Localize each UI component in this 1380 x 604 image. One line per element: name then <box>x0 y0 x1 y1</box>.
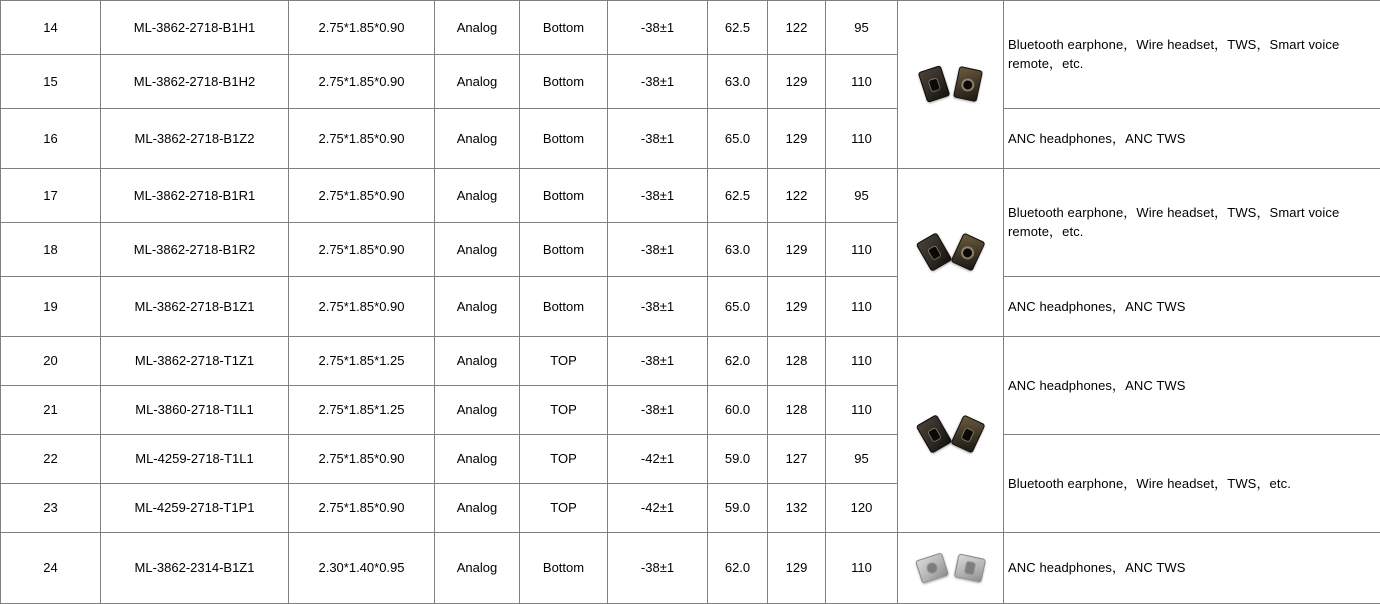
mic-package-icon <box>953 553 985 582</box>
mic-package-icon <box>950 233 985 272</box>
cell-sensitivity: -38±1 <box>608 532 708 603</box>
cell-sensitivity: -42±1 <box>608 483 708 532</box>
cell-snr: 59.0 <box>708 483 768 532</box>
cell-sensitivity: -38±1 <box>608 222 708 276</box>
cell-type: Analog <box>435 54 520 108</box>
cell-aop: 128 <box>768 336 826 385</box>
cell-size: 2.75*1.85*1.25 <box>289 336 435 385</box>
cell-application <box>1004 336 1380 434</box>
cell-aop: 132 <box>768 483 826 532</box>
cell-model: ML-3860-2718-T1L1 <box>101 385 289 434</box>
cell-aop: 128 <box>768 385 826 434</box>
cell-psrr: 110 <box>826 108 898 168</box>
cell-model: ML-4259-2718-T1L1 <box>101 434 289 483</box>
cell-direction: Bottom <box>520 222 608 276</box>
table-row <box>1 108 1380 168</box>
cell-direction: TOP <box>520 483 608 532</box>
product-image-cell <box>898 168 1004 336</box>
cell-model: ML-3862-2314-B1Z1 <box>101 532 289 603</box>
cell-direction: TOP <box>520 434 608 483</box>
cell-model: ML-3862-2718-B1R1 <box>101 168 289 222</box>
cell-psrr: 95 <box>826 1 898 55</box>
cell-application <box>1004 532 1380 603</box>
cell-size: 2.75*1.85*0.90 <box>289 276 435 336</box>
cell-snr: 60.0 <box>708 385 768 434</box>
cell-sensitivity: -38±1 <box>608 276 708 336</box>
cell-model: ML-3862-2718-B1Z1 <box>101 276 289 336</box>
product-image-cell <box>898 336 1004 532</box>
application-text: ANC headphones，ANC TWS <box>1008 560 1186 576</box>
table-row <box>1 276 1380 336</box>
cell-sensitivity: -38±1 <box>608 336 708 385</box>
cell-application <box>1004 108 1380 168</box>
cell-psrr: 110 <box>826 54 898 108</box>
product-image-cell <box>898 1 1004 169</box>
cell-no: 21 <box>1 385 101 434</box>
table-row <box>1 532 1380 603</box>
cell-type: Analog <box>435 483 520 532</box>
application-text: Bluetooth earphone，Wire headset，TWS，Smart voice remote，etc. <box>1008 36 1340 72</box>
cell-snr: 62.0 <box>708 532 768 603</box>
cell-sensitivity: -38±1 <box>608 1 708 55</box>
cell-direction: TOP <box>520 385 608 434</box>
cell-aop: 127 <box>768 434 826 483</box>
cell-direction: TOP <box>520 336 608 385</box>
cell-snr: 65.0 <box>708 276 768 336</box>
cell-no: 18 <box>1 222 101 276</box>
cell-snr: 65.0 <box>708 108 768 168</box>
mic-port-icon <box>928 79 939 92</box>
cell-aop: 122 <box>768 168 826 222</box>
cell-type: Analog <box>435 222 520 276</box>
cell-snr: 62.5 <box>708 1 768 55</box>
cell-type: Analog <box>435 336 520 385</box>
cell-size: 2.75*1.85*0.90 <box>289 54 435 108</box>
cell-psrr: 110 <box>826 336 898 385</box>
cell-type: Analog <box>435 1 520 55</box>
application-text: ANC headphones，ANC TWS <box>1008 377 1186 393</box>
mic-port-icon <box>961 247 973 259</box>
cell-aop: 129 <box>768 54 826 108</box>
cell-type: Analog <box>435 108 520 168</box>
cell-no: 24 <box>1 532 101 603</box>
cell-psrr: 95 <box>826 434 898 483</box>
cell-size: 2.75*1.85*0.90 <box>289 483 435 532</box>
cell-model: ML-3862-2718-B1R2 <box>101 222 289 276</box>
application-text: Bluetooth earphone，Wire headset，TWS，etc. <box>1008 475 1291 491</box>
cell-model: ML-4259-2718-T1P1 <box>101 483 289 532</box>
cell-type: Analog <box>435 385 520 434</box>
cell-size: 2.75*1.85*1.25 <box>289 385 435 434</box>
cell-psrr: 110 <box>826 222 898 276</box>
cell-model: ML-3862-2718-T1Z1 <box>101 336 289 385</box>
mic-package-photo-gold-pair <box>902 171 999 334</box>
mic-package-photo-dark-pair <box>902 3 999 166</box>
cell-aop: 129 <box>768 532 826 603</box>
cell-snr: 59.0 <box>708 434 768 483</box>
mic-package-icon <box>914 552 948 583</box>
cell-aop: 129 <box>768 108 826 168</box>
cell-direction: Bottom <box>520 108 608 168</box>
mic-port-icon <box>961 428 973 441</box>
cell-snr: 63.0 <box>708 222 768 276</box>
mic-port-icon <box>962 80 973 91</box>
mic-port-icon <box>928 428 940 442</box>
cell-direction: Bottom <box>520 1 608 55</box>
cell-sensitivity: -38±1 <box>608 54 708 108</box>
cell-no: 14 <box>1 1 101 55</box>
table-row <box>1 168 1380 222</box>
table-row <box>1 336 1380 385</box>
application-text: Bluetooth earphone，Wire headset，TWS，Smart voice remote，etc. <box>1008 204 1340 240</box>
cell-model: ML-3862-2718-B1H2 <box>101 54 289 108</box>
cell-sensitivity: -42±1 <box>608 434 708 483</box>
cell-direction: Bottom <box>520 54 608 108</box>
cell-psrr: 110 <box>826 276 898 336</box>
cell-aop: 129 <box>768 222 826 276</box>
mic-package-icon <box>952 66 982 102</box>
cell-psrr: 110 <box>826 532 898 603</box>
cell-no: 22 <box>1 434 101 483</box>
cell-model: ML-3862-2718-B1Z2 <box>101 108 289 168</box>
cell-no: 19 <box>1 276 101 336</box>
table-row <box>1 1 1380 55</box>
product-image-cell <box>898 532 1004 603</box>
cell-size: 2.75*1.85*0.90 <box>289 168 435 222</box>
cell-psrr: 95 <box>826 168 898 222</box>
cell-snr: 62.0 <box>708 336 768 385</box>
mic-port-icon <box>964 562 974 574</box>
cell-application <box>1004 434 1380 532</box>
cell-type: Analog <box>435 434 520 483</box>
cell-sensitivity: -38±1 <box>608 168 708 222</box>
cell-psrr: 120 <box>826 483 898 532</box>
mic-package-photo-gold-pair-2 <box>902 339 999 530</box>
mic-port-icon <box>928 246 940 260</box>
cell-size: 2.75*1.85*0.90 <box>289 108 435 168</box>
mic-package-icon <box>917 66 950 104</box>
mic-package-icon <box>950 415 985 454</box>
cell-size: 2.75*1.85*0.90 <box>289 434 435 483</box>
mic-package-icon <box>915 232 952 272</box>
cell-no: 17 <box>1 168 101 222</box>
cell-no: 20 <box>1 336 101 385</box>
mic-package-photo-silver-pair <box>902 535 999 601</box>
cell-application <box>1004 276 1380 336</box>
cell-no: 15 <box>1 54 101 108</box>
cell-snr: 63.0 <box>708 54 768 108</box>
cell-type: Analog <box>435 276 520 336</box>
cell-direction: Bottom <box>520 276 608 336</box>
cell-application <box>1004 168 1380 276</box>
cell-no: 16 <box>1 108 101 168</box>
mic-package-icon <box>915 414 952 454</box>
cell-snr: 62.5 <box>708 168 768 222</box>
mic-port-icon <box>926 563 937 574</box>
cell-direction: Bottom <box>520 168 608 222</box>
application-text: ANC headphones，ANC TWS <box>1008 298 1186 314</box>
cell-type: Analog <box>435 532 520 603</box>
cell-aop: 129 <box>768 276 826 336</box>
table-row <box>1 434 1380 483</box>
cell-direction: Bottom <box>520 532 608 603</box>
cell-sensitivity: -38±1 <box>608 385 708 434</box>
cell-no: 23 <box>1 483 101 532</box>
application-text: ANC headphones，ANC TWS <box>1008 130 1186 146</box>
cell-sensitivity: -38±1 <box>608 108 708 168</box>
cell-size: 2.75*1.85*0.90 <box>289 222 435 276</box>
cell-size: 2.30*1.40*0.95 <box>289 532 435 603</box>
cell-psrr: 110 <box>826 385 898 434</box>
cell-aop: 122 <box>768 1 826 55</box>
cell-size: 2.75*1.85*0.90 <box>289 1 435 55</box>
cell-model: ML-3862-2718-B1H1 <box>101 1 289 55</box>
cell-application <box>1004 1 1380 109</box>
cell-type: Analog <box>435 168 520 222</box>
